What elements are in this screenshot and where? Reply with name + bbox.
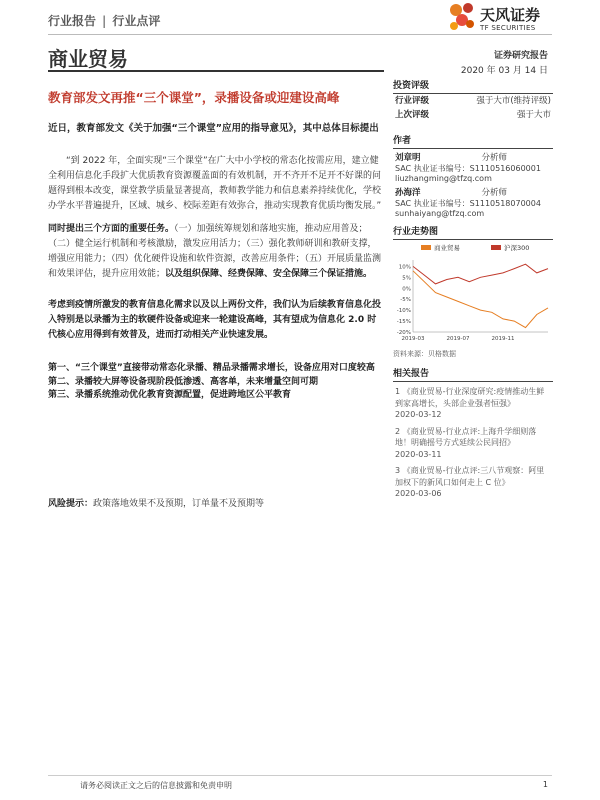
- risk-label: 风险提示：: [48, 499, 94, 509]
- series-line: [413, 271, 548, 328]
- rating-section: [393, 78, 553, 122]
- author-email[interactable]: liuzhangming@tfzq.com: [395, 174, 492, 183]
- footer-divider: [48, 775, 552, 776]
- related-report-title[interactable]: 3 《商业贸易-行业点评:三八节观察：阿里加权下的新风口如何走上 C 位》: [395, 466, 545, 487]
- author-title: 作者: [393, 133, 553, 149]
- rating-value: 强于大市: [516, 110, 551, 120]
- footer-disclaimer: 请务必阅读正文之后的信息披露和免责申明: [80, 781, 232, 790]
- risk-warning: [48, 496, 384, 509]
- y-tick-label: 0%: [402, 286, 411, 293]
- rating-row: [393, 108, 553, 122]
- legend-swatch: [491, 245, 501, 250]
- x-tick-label: 2019-11: [491, 336, 515, 342]
- trend-section: [393, 224, 553, 240]
- industry-underline: [48, 70, 384, 72]
- author-email[interactable]: sunhaiyang@tfzq.com: [395, 209, 485, 218]
- tasks-paragraph: [48, 222, 384, 282]
- y-tick-label: -10%: [396, 308, 411, 315]
- rating-key: 上次评级: [395, 110, 430, 120]
- related-report-date: 2020-03-06: [395, 489, 442, 498]
- author-name: 刘章明: [395, 153, 421, 163]
- author-sac: SAC 执业证书编号：S1110516060001: [395, 164, 541, 173]
- tasks-guarantees: 以及组织保障、经费保障、安全保障三个保证措施。: [165, 269, 373, 279]
- y-tick-label: -15%: [396, 319, 411, 326]
- logo-subtext: TF SECURITIES: [480, 24, 536, 32]
- y-tick-label: 5%: [402, 275, 411, 282]
- conclusion-paragraph: 考虑到疫情所激发的教育信息化需求以及以上两份文件，我们认为后续教育信息化投入特别是以录播为主的软硬件设备或迎来一轮建设高峰，其有望成为信息化 2.0 时代核心应用得到有效普及，进而打动相关产业快速发展。: [48, 300, 382, 340]
- series-line: [413, 264, 548, 284]
- report-type: 证券研究报告: [493, 51, 548, 61]
- related-title: 相关报告: [393, 366, 553, 382]
- y-tick-label: 10%: [398, 264, 411, 271]
- report-subkind: 行业点评: [112, 14, 161, 28]
- author-role: 分析师: [481, 153, 507, 163]
- author-entry: [393, 152, 553, 184]
- related-report[interactable]: [393, 386, 553, 421]
- rating-value: 强于大市(维持评级): [476, 96, 551, 106]
- x-tick-label: 2019-03: [401, 336, 425, 342]
- author-role: 分析师: [481, 188, 507, 198]
- report-kind: 行业报告: [48, 14, 97, 28]
- tasks-text: （一）加强统筹规划和落地实施，推动应用普及；（二）健全运行机制和考核激励，激发应用活力；（三）强化教师研训和教研支撑，增强应用能力；（四）优化硬件设施和软件资源，改善应用条件；（五）开展质量监测和效果评估，提升应用效能；: [48, 224, 382, 279]
- lead-paragraph: 近日，教育部发文《关于加强“三个课堂”应用的指导意见》，其中总体目标提出: [48, 123, 379, 134]
- x-tick-label: 2019-07: [446, 336, 470, 342]
- related-report[interactable]: [393, 465, 553, 500]
- trend-title: 行业走势图: [393, 224, 553, 240]
- quote-paragraph: “到 2022 年，全面实现“三个课堂”在广大中小学校的常态化按需应用，建立健全利用信息化手段扩大优质教育资源覆盖面的有效机制，开不齐开不足开不好课的问题得到根本改变，课堂教学质量显著提高，教师教学能力和信息素养持续优化，学校办学水平普遍提升，区域、城乡、校际差距有效弥合，推动实现教育优质均衡发展。”: [48, 156, 382, 211]
- related-report-title[interactable]: 2 《商业贸易-行业点评:上海升学细则落地！明确摇号方式延续公民同招》: [395, 426, 537, 447]
- legend-swatch: [421, 245, 431, 250]
- report-date: 2020 年 03 月 14 日: [460, 66, 548, 76]
- related-section: [393, 366, 553, 505]
- key-point: 第一、“三个课堂”直接带动常态化录播、精品录播需求增长，设备应用对口度较高: [48, 363, 375, 373]
- rating-key: 行业评级: [395, 96, 430, 106]
- related-report[interactable]: [393, 426, 553, 461]
- legend-label: 商业贸易: [434, 244, 460, 252]
- industry-name: 商业贸易: [48, 47, 128, 71]
- tf-securities-logo: [448, 2, 568, 42]
- related-report-date: 2020-03-12: [395, 410, 442, 419]
- header-separator: |: [102, 14, 107, 28]
- related-report-title[interactable]: 1 《商业贸易-行业深度研究:疫情推动生鲜到家高增长，头部企业强者恒强》: [395, 387, 545, 408]
- author-sac: SAC 执业证书编号：S1110518070004: [395, 199, 541, 208]
- author-entry: [393, 187, 553, 219]
- page-number: 1: [542, 780, 548, 789]
- y-tick-label: -5%: [400, 297, 411, 304]
- related-report-date: 2020-03-11: [395, 449, 442, 459]
- rating-row: [393, 94, 553, 108]
- report-title: 教育部发文再推“三个课堂”，录播设备或迎建设高峰: [48, 90, 340, 105]
- legend-label: 沪深300: [504, 244, 530, 252]
- key-point: 第二、录播较大屏等设备现阶段低渗透、高客单，未来增量空间可期: [48, 376, 319, 387]
- tasks-heading: 同时提出三个方面的重要任务。: [48, 224, 175, 234]
- logo-mark-icon: [448, 2, 478, 36]
- header-divider: [48, 34, 552, 35]
- rating-title: 投资评级: [393, 78, 553, 94]
- report-category: [48, 12, 160, 29]
- logo-text: 天风证券: [480, 6, 541, 24]
- risk-text: 政策落地效果不及预期，订单量不及预期等: [93, 499, 265, 509]
- key-points: [48, 362, 384, 403]
- industry-trend-chart: [393, 240, 553, 345]
- author-section: [393, 133, 553, 219]
- author-name: 孙海洋: [395, 188, 421, 198]
- key-point: 第三、录播系统推动优化教育资源配置，促进跨地区公平教育: [48, 390, 292, 400]
- y-tick-label: -20%: [396, 330, 411, 336]
- chart-source: 资料来源：贝格数据: [393, 350, 456, 358]
